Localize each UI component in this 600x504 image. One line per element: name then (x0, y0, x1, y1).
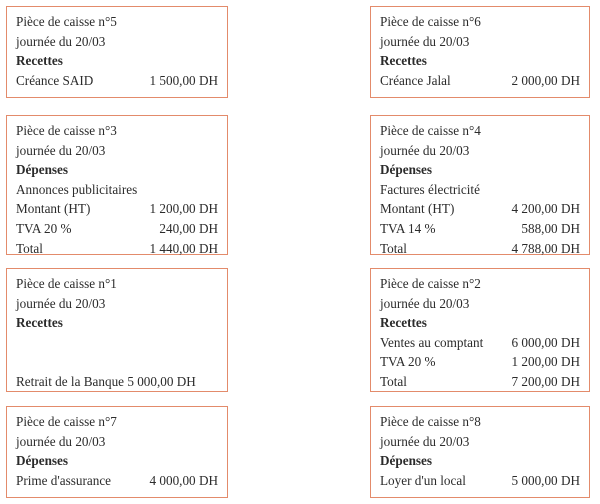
entry-label: Loyer d'un local (380, 472, 466, 488)
row-amount: 1 440,00 DH (149, 240, 218, 256)
voucher-row (16, 199, 218, 219)
row-label: TVA 14 % (380, 220, 436, 236)
blank-space (16, 333, 218, 372)
voucher-date: journée du 20/03 (380, 142, 470, 158)
row-label: TVA 20 % (380, 354, 436, 370)
voucher-subject: Annonces publicitaires (16, 181, 138, 197)
voucher-entry (380, 471, 580, 491)
row-label: Total (380, 373, 407, 389)
voucher-row (380, 372, 580, 392)
entry-amount: 1 500,00 DH (149, 72, 218, 88)
voucher-row (380, 219, 580, 239)
cash-voucher-3 (6, 115, 228, 255)
row-amount: 4 200,00 DH (511, 201, 580, 217)
voucher-section: Recettes (16, 53, 63, 69)
cash-voucher-5 (6, 6, 228, 98)
row-label: Montant (HT) (16, 201, 91, 217)
voucher-row (16, 219, 218, 239)
voucher-entry (380, 71, 580, 91)
voucher-section: Dépenses (380, 162, 433, 178)
row-label: Total (380, 240, 407, 256)
row-amount: 1 200,00 DH (511, 354, 580, 370)
row-amount: 1 200,00 DH (149, 201, 218, 217)
voucher-row (380, 199, 580, 219)
entry-amount: 5 000,00 DH (511, 472, 580, 488)
row-amount: 4 788,00 DH (511, 240, 580, 256)
voucher-section: Dépenses (16, 453, 69, 469)
voucher-entry (16, 71, 218, 91)
voucher-title: Pièce de caisse n°8 (380, 414, 481, 429)
voucher-section: Recettes (380, 315, 427, 331)
voucher-title: Pièce de caisse n°6 (380, 14, 481, 29)
voucher-entry (16, 471, 218, 491)
voucher-date: journée du 20/03 (16, 433, 106, 449)
voucher-date: journée du 20/03 (16, 33, 106, 49)
voucher-section: Recettes (380, 53, 427, 69)
cash-voucher-8 (370, 406, 590, 498)
voucher-date: journée du 20/03 (16, 295, 106, 311)
voucher-subject: Factures électricité (380, 181, 480, 197)
row-label: TVA 20 % (16, 220, 72, 236)
cash-voucher-2 (370, 268, 590, 392)
entry-label: Créance SAID (16, 72, 94, 88)
cash-voucher-4 (370, 115, 590, 255)
entry-amount: 2 000,00 DH (511, 72, 580, 88)
voucher-section: Dépenses (380, 453, 433, 469)
row-label: Montant (HT) (380, 201, 455, 217)
row-amount: 7 200,00 DH (511, 373, 580, 389)
row-amount: 588,00 DH (521, 220, 580, 236)
cash-voucher-1 (6, 268, 228, 392)
entry-amount: 4 000,00 DH (149, 472, 218, 488)
row-amount: 240,00 DH (159, 220, 218, 236)
voucher-title: Pièce de caisse n°1 (16, 276, 117, 291)
row-label: Total (16, 240, 43, 256)
voucher-title: Pièce de caisse n°7 (16, 414, 117, 429)
voucher-title: Pièce de caisse n°3 (16, 123, 117, 138)
cash-voucher-7 (6, 406, 228, 498)
row-amount: 6 000,00 DH (511, 334, 580, 350)
voucher-section: Dépenses (16, 162, 69, 178)
voucher-row (380, 333, 580, 353)
voucher-row (380, 352, 580, 372)
voucher-title: Pièce de caisse n°5 (16, 14, 117, 29)
voucher-section: Recettes (16, 315, 63, 331)
voucher-title: Pièce de caisse n°4 (380, 123, 481, 138)
cash-voucher-6 (370, 6, 590, 98)
voucher-row (380, 239, 580, 259)
entry-label: Prime d'assurance (16, 472, 112, 488)
voucher-title: Pièce de caisse n°2 (380, 276, 481, 291)
row-label: Ventes au comptant (380, 334, 484, 350)
voucher-date: journée du 20/03 (380, 33, 470, 49)
voucher-date: journée du 20/03 (380, 295, 470, 311)
voucher-row (16, 239, 218, 259)
voucher-entry: Retrait de la Banque 5 000,00 DH (16, 373, 196, 389)
voucher-date: journée du 20/03 (16, 142, 106, 158)
entry-label: Créance Jalal (380, 72, 451, 88)
voucher-date: journée du 20/03 (380, 433, 470, 449)
